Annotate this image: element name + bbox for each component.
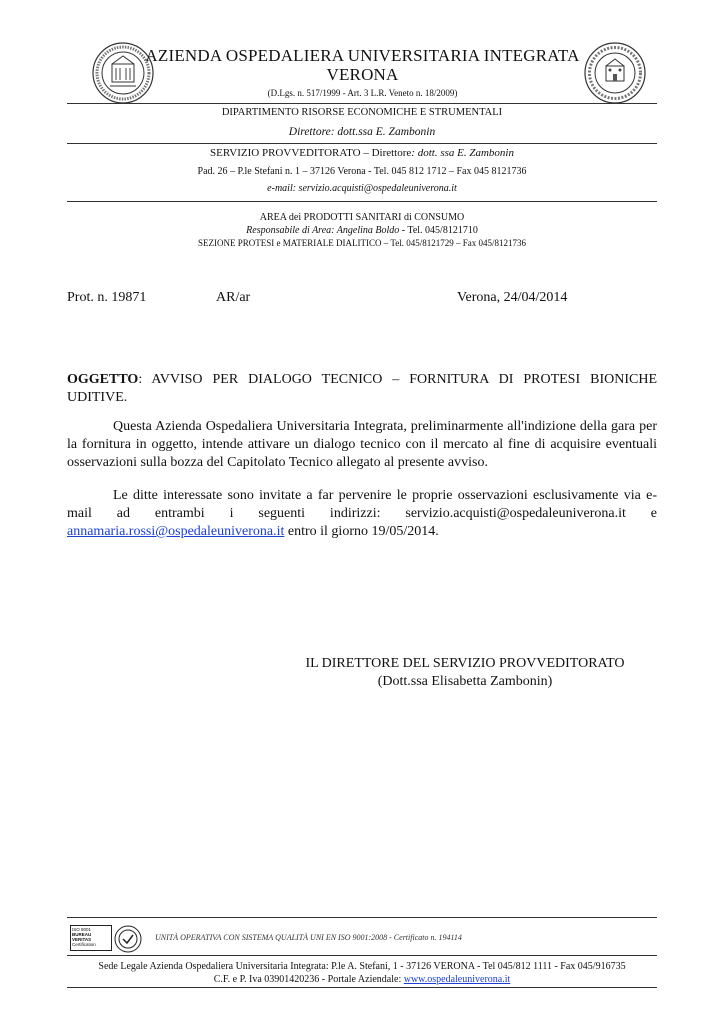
institution-title-line2: VERONA <box>326 65 399 84</box>
area-name: AREA dei PRODOTTI SANITARI di CONSUMO <box>259 212 465 223</box>
subject-line <box>67 371 657 407</box>
certification-seal-icon <box>114 925 142 958</box>
section-line: SEZIONE PROTESI e MATERIALE DIALITICO – Tel. 045/8121729 – Fax 045/8121736 <box>198 238 526 248</box>
footer-divider <box>67 987 657 988</box>
header-divider <box>67 143 657 144</box>
subject-label: OGGETTO <box>67 372 139 387</box>
certification-badge <box>70 925 112 951</box>
service-email: e-mail: servizio.acquisti@ospedaleuniverona.it <box>267 183 457 194</box>
legal-address-line: Sede Legale Azienda Ospedaliera Universitaria Integrata: P.le A. Stefani, 1 - 37126 VERONA - Tel 045/812 1111 - Fax 045/916735 <box>98 961 626 972</box>
header-divider <box>67 103 657 104</box>
protocol-ref: AR/ar <box>216 290 251 305</box>
service-name: SERVIZIO PROVVEDITORATO – Direttore <box>210 147 412 159</box>
area-phone: - Tel. 045/8121710 <box>399 225 478 236</box>
department-name: DIPARTIMENTO RISORSE ECONOMICHE E STRUMENTALI <box>221 107 503 118</box>
paragraph-1: Questa Azienda Ospedaliera Universitaria Integrata, preliminarmente all'indizione della gara per la fornitura in oggetto, intende attivare un dialogo tecnico con il mercato al fine di acquisire eventuali osservazioni sulla bozza del Capitolato Tecnico allegato al presente avviso. <box>67 419 657 470</box>
paragraph-2-deadline: entro il giorno 19/05/2014. <box>284 524 439 539</box>
website-link[interactable]: www.ospedaleuniverona.it <box>403 974 511 985</box>
department-director: Direttore: dott.ssa E. Zambonin <box>288 126 436 138</box>
email-link[interactable]: annamaria.rossi@ospedaleuniverona.it <box>67 524 285 539</box>
area-responsible: Responsabile di Area: Angelina Boldo <box>246 225 400 236</box>
paragraph-2 <box>67 487 657 541</box>
signature-role: IL DIRETTORE DEL SERVIZIO PROVVEDITORATO <box>305 656 625 671</box>
cert-badge-line: ISO 9001 <box>72 927 92 932</box>
tax-line <box>30 974 694 985</box>
place-date: Verona, 24/04/2014 <box>457 290 568 305</box>
footer-divider <box>67 917 657 918</box>
quality-note: UNITÀ OPERATIVA CON SISTEMA QUALITÀ UNI EN ISO 9001:2008 - Certificato n. 194114 <box>155 933 462 942</box>
signature-name: (Dott.ssa Elisabetta Zambonin) <box>377 674 553 689</box>
paragraph-2-text: Le ditte interessate sono invitate a far pervenire le proprie osservazioni esclusivamente via e-mail ad entrambi i seguenti indirizzi: servizio.acquisti@ospedaleuniverona.it e <box>67 488 657 521</box>
service-address: Pad. 26 – P.le Stefani n. 1 – 37126 Verona - Tel. 045 812 1712 – Fax 045 8121736 <box>197 166 527 177</box>
law-reference: (D.Lgs. n. 517/1999 - Art. 3 L.R. Veneto n. 18/2009) <box>267 88 458 98</box>
footer-divider <box>67 955 657 956</box>
header-divider <box>67 201 657 202</box>
area-responsible-line <box>67 225 657 236</box>
cert-badge-line: Certification <box>72 942 96 947</box>
institution-title <box>140 46 585 84</box>
tax-id: C.F. e P. Iva 03901420236 - Portale Aziendale: <box>213 974 404 985</box>
right-seal-logo <box>584 42 646 104</box>
service-line <box>67 147 657 159</box>
service-director: : dott. ssa E. Zambonin <box>411 147 514 159</box>
protocol-number: Prot. n. 19871 <box>67 290 147 305</box>
institution-title-line1: AZIENDA OSPEDALIERA UNIVERSITARIA INTEGRATA <box>145 46 580 65</box>
cert-badge-line: BUREAU VERITAS <box>72 932 92 942</box>
subject-text: : AVVISO PER DIALOGO TECNICO – FORNITURA DI PROTESI BIONICHE UDITIVE. <box>67 372 657 405</box>
signature-block <box>290 655 640 691</box>
